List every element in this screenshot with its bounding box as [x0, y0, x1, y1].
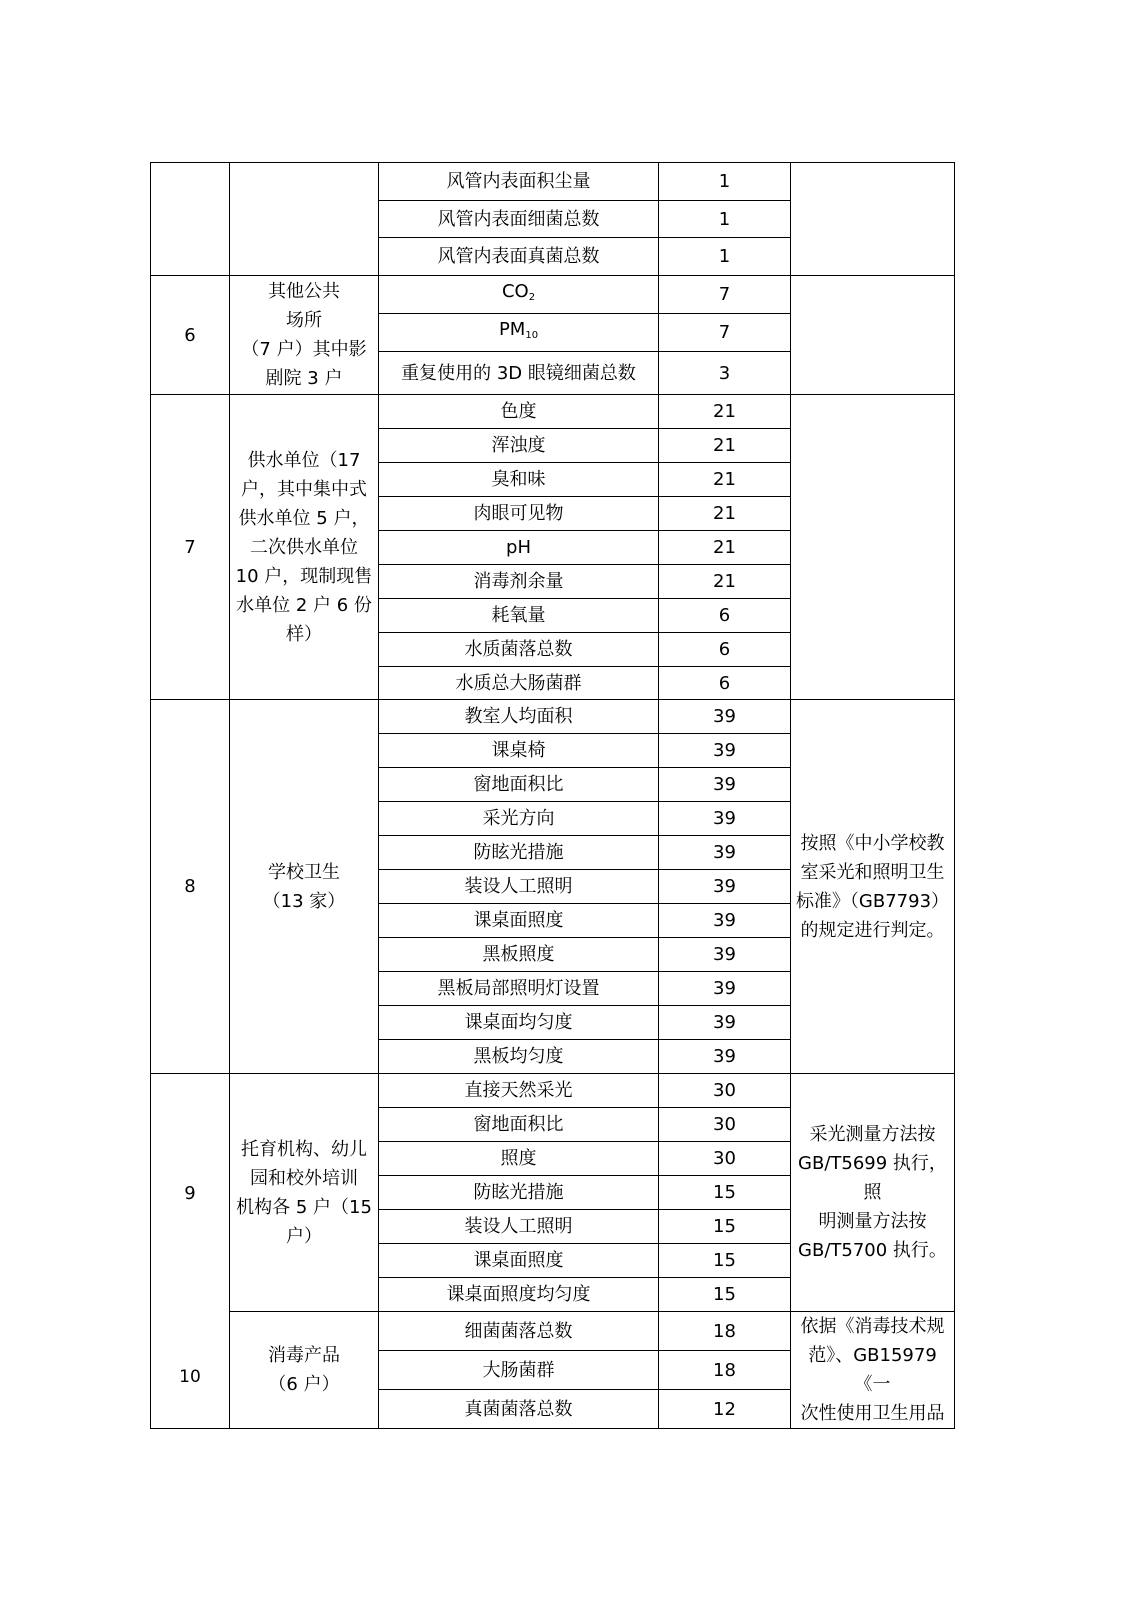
item-name: 水质总大肠菌群 — [379, 667, 659, 700]
remark-line: GB/T5700 执行。 — [798, 1240, 947, 1261]
item-name — [379, 314, 659, 352]
sample-count: 30 — [659, 1142, 791, 1176]
sample-count: 21 — [659, 429, 791, 463]
item-name: 直接天然采光 — [379, 1074, 659, 1108]
sample-count: 15 — [659, 1210, 791, 1244]
sample-count: 39 — [659, 972, 791, 1006]
item-name: 采光方向 — [379, 802, 659, 836]
sample-count: 39 — [659, 904, 791, 938]
category-cell — [230, 700, 379, 1074]
category-line: 场所 — [286, 310, 322, 331]
sample-count: 7 — [659, 276, 791, 314]
category-line: 园和校外培训 — [250, 1167, 358, 1189]
item-name-subscript: 2 — [528, 292, 536, 303]
item-name: 装设人工照明 — [379, 1210, 659, 1244]
category-line: 机构各 5 户（15 — [236, 1196, 372, 1218]
category-line: 户） — [286, 1225, 322, 1247]
row-number-cell — [151, 163, 230, 276]
table-row — [151, 395, 955, 429]
table-row — [151, 700, 955, 734]
item-name-main: PM — [498, 319, 526, 340]
sample-count: 18 — [659, 1312, 791, 1351]
table-row — [151, 163, 955, 201]
category-cell — [230, 1074, 379, 1312]
item-name: 色度 — [379, 395, 659, 429]
row-number-9: 9 — [184, 1183, 196, 1204]
item-name: 黑板照度 — [379, 938, 659, 972]
item-name — [379, 276, 659, 314]
sample-count: 30 — [659, 1074, 791, 1108]
remark-cell — [791, 276, 955, 395]
remark-line: 的规定进行判定。 — [800, 919, 945, 941]
item-name: 细菌菌落总数 — [379, 1312, 659, 1351]
item-name: 耗氧量 — [379, 599, 659, 633]
item-name: 防眩光措施 — [379, 836, 659, 870]
category-line: 10 户，现制现售 — [235, 565, 373, 587]
item-name: 照度 — [379, 1142, 659, 1176]
sample-count: 6 — [659, 633, 791, 667]
category-cell — [230, 276, 379, 395]
sample-count: 30 — [659, 1108, 791, 1142]
remark-line: 依据《消毒技术规 — [800, 1316, 945, 1337]
remark-line: GB/T5699 执行，照 — [798, 1153, 947, 1203]
category-line: 剧院 3 户 — [265, 368, 343, 389]
item-name: 风管内表面积尘量 — [379, 163, 659, 201]
sample-count: 21 — [659, 463, 791, 497]
item-name-main: CO — [501, 281, 529, 302]
remark-cell — [791, 700, 955, 1074]
remark-line: 明测量方法按 — [818, 1211, 927, 1232]
remark-line: 按照《中小学校教 — [800, 832, 945, 854]
table-row — [151, 1312, 955, 1351]
table-row — [151, 276, 955, 314]
category-line: （7 户）其中影 — [241, 339, 367, 360]
sample-count: 6 — [659, 599, 791, 633]
category-line: 消毒产品 — [268, 1345, 340, 1366]
category-line: 其他公共 — [268, 281, 340, 302]
category-line: （13 家） — [262, 890, 346, 912]
item-name: 课桌面照度均匀度 — [379, 1278, 659, 1312]
category-line: 供水单位 5 户， — [238, 507, 370, 529]
item-name: 水质菌落总数 — [379, 633, 659, 667]
item-name: 浑浊度 — [379, 429, 659, 463]
inspection-table — [150, 162, 955, 1429]
item-name: 消毒剂余量 — [379, 565, 659, 599]
category-line: 样） — [286, 623, 322, 645]
sample-count: 39 — [659, 1006, 791, 1040]
remark-cell — [791, 1312, 955, 1429]
sample-count: 1 — [659, 163, 791, 201]
remark-line: 次性使用卫生用品 — [800, 1403, 945, 1424]
sample-count: 39 — [659, 700, 791, 734]
item-name: 窗地面积比 — [379, 1108, 659, 1142]
remark-cell — [791, 1074, 955, 1312]
category-line: 水单位 2 户 6 份 — [236, 594, 372, 616]
item-name: 肉眼可见物 — [379, 497, 659, 531]
sample-count: 21 — [659, 497, 791, 531]
category-cell — [230, 395, 379, 700]
remark-line: 范》、GB15979《一 — [808, 1345, 937, 1395]
sample-count: 39 — [659, 802, 791, 836]
item-name: 风管内表面真菌总数 — [379, 238, 659, 276]
row-number: 6 — [151, 276, 230, 395]
item-name: 风管内表面细菌总数 — [379, 201, 659, 238]
item-name: 课桌面照度 — [379, 1244, 659, 1278]
remark-cell — [791, 163, 955, 276]
remark-cell — [791, 395, 955, 700]
category-cell — [230, 163, 379, 276]
remark-line: 采光测量方法按 — [809, 1124, 936, 1145]
sample-count: 3 — [659, 352, 791, 395]
sample-count: 1 — [659, 238, 791, 276]
sample-count: 18 — [659, 1351, 791, 1390]
category-line: 户，其中集中式 — [241, 478, 367, 500]
item-name: 臭和味 — [379, 463, 659, 497]
remark-line: 标准》（GB7793） — [795, 890, 950, 912]
sample-count: 21 — [659, 531, 791, 565]
item-name: 窗地面积比 — [379, 768, 659, 802]
sample-count: 21 — [659, 565, 791, 599]
item-name: 课桌椅 — [379, 734, 659, 768]
sample-count: 39 — [659, 938, 791, 972]
sample-count: 12 — [659, 1390, 791, 1429]
row-number-10: 10 — [179, 1367, 201, 1387]
sample-count: 39 — [659, 870, 791, 904]
item-name: 防眩光措施 — [379, 1176, 659, 1210]
item-name: 装设人工照明 — [379, 870, 659, 904]
table-row — [151, 1074, 955, 1108]
sample-count: 6 — [659, 667, 791, 700]
sample-count: 7 — [659, 314, 791, 352]
sample-count: 15 — [659, 1278, 791, 1312]
item-name: pH — [379, 531, 659, 565]
item-name: 重复使用的 3D 眼镜细菌总数 — [379, 352, 659, 395]
sample-count: 39 — [659, 768, 791, 802]
row-number: 8 — [151, 700, 230, 1074]
item-name: 黑板均匀度 — [379, 1040, 659, 1074]
item-name: 课桌面均匀度 — [379, 1006, 659, 1040]
category-cell — [230, 1312, 379, 1429]
sample-count: 15 — [659, 1244, 791, 1278]
item-name: 课桌面照度 — [379, 904, 659, 938]
item-name: 大肠菌群 — [379, 1351, 659, 1390]
sample-count: 1 — [659, 201, 791, 238]
category-line: 二次供水单位 — [250, 536, 358, 558]
remark-line: 室采光和照明卫生 — [800, 861, 945, 883]
row-number: 7 — [151, 395, 230, 700]
item-name: 教室人均面积 — [379, 700, 659, 734]
category-line: 学校卫生 — [268, 861, 340, 883]
category-line: 托育机构、幼儿 — [241, 1138, 367, 1160]
category-line: （6 户） — [268, 1374, 340, 1395]
sample-count: 39 — [659, 1040, 791, 1074]
item-name: 黑板局部照明灯设置 — [379, 972, 659, 1006]
sample-count: 15 — [659, 1176, 791, 1210]
sample-count: 39 — [659, 734, 791, 768]
item-name-subscript: 10 — [525, 330, 539, 341]
item-name: 真菌菌落总数 — [379, 1390, 659, 1429]
category-line: 供水单位（17 — [247, 449, 361, 471]
sample-count: 21 — [659, 395, 791, 429]
sample-count: 39 — [659, 836, 791, 870]
